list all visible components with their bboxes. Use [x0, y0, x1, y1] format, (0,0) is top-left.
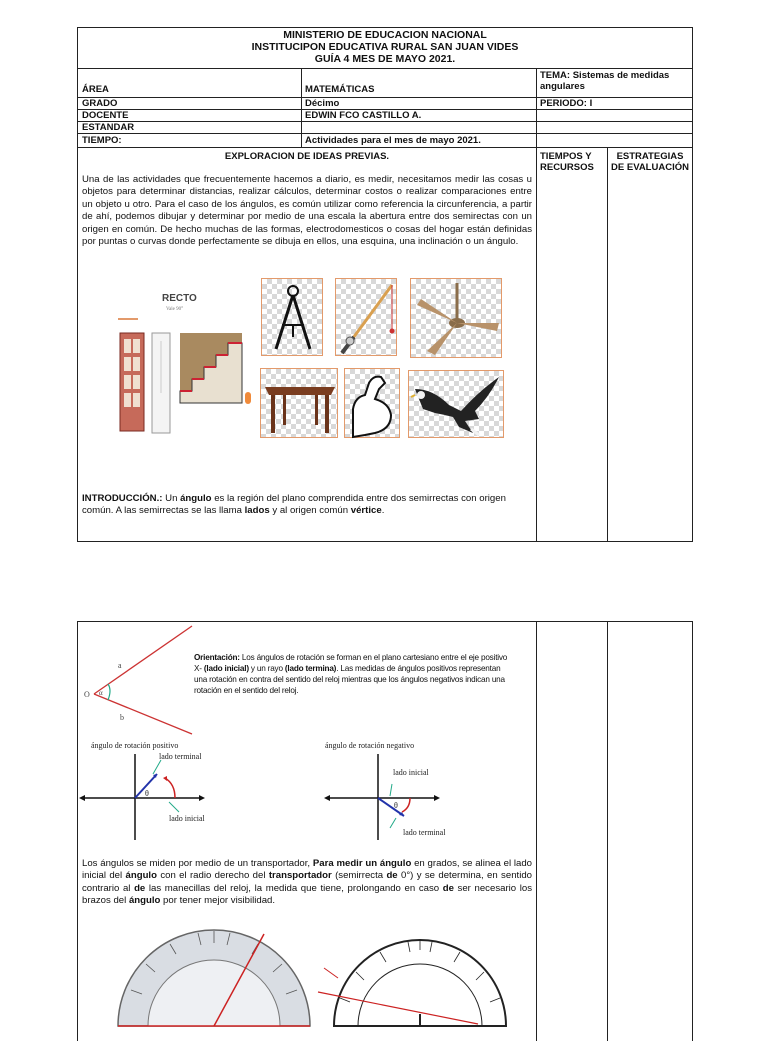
header-institution: INSTITUCIPON EDUCATIVA RURAL SAN JUAN VIDES — [251, 41, 519, 53]
intro-term-lados: lados — [244, 505, 270, 517]
measure-text: ser necesario los brazos del — [82, 882, 533, 907]
measure-text: las manecillas del reloj, la medida que tiene, prolongando en caso — [145, 882, 443, 894]
neg-lado-inicial: lado inicial — [393, 768, 429, 777]
intro-term-vertice: vértice — [350, 505, 382, 517]
measure-term: de — [442, 882, 454, 894]
measure-text: con el radio derecho del — [156, 870, 269, 882]
row-tiempo — [78, 134, 692, 148]
positive-rotation-diagram — [83, 750, 223, 842]
eagle-image — [408, 370, 504, 438]
row-area — [78, 69, 692, 98]
measure-text: por tener mejor visibilidad. — [160, 895, 276, 907]
grado-label: GRADO — [82, 98, 118, 109]
area-value: MATEMÁTICAS — [305, 84, 375, 95]
guide-page-1 — [77, 27, 693, 542]
area-label: ÁREA — [82, 84, 109, 95]
diagram-label-o: O — [84, 690, 90, 699]
row-estandar — [78, 122, 692, 134]
section-title: EXPLORACION DE IDEAS PREVIAS. — [224, 151, 390, 162]
orange-dot-icon — [245, 392, 251, 404]
theta-label: θ — [394, 801, 398, 810]
tiempo-label: TIEMPO: — [82, 135, 122, 146]
orientation-text: Los ángulos de rotación se forman en el plano cartesiano entre el eje positivo X- — [194, 653, 508, 673]
protractor-image-2 — [318, 928, 518, 1028]
orientation-term: (lado inicial) — [203, 664, 249, 673]
door-icon — [116, 313, 176, 438]
orientation-term: (lado termina) — [284, 664, 337, 673]
protractor-image-1 — [114, 928, 314, 1028]
door-label: RECTO — [162, 293, 197, 304]
document-header — [78, 28, 692, 69]
measure-term: Para medir un ángulo — [312, 858, 412, 869]
measure-term: ángulo — [128, 895, 161, 907]
docente-label: DOCENTE — [82, 110, 129, 121]
tiempo-value: Actividades para el mes de mayo 2021. — [305, 135, 481, 146]
orientation-lead: Orientación: — [194, 653, 240, 662]
orientation-paragraph — [194, 652, 512, 696]
pos-lado-terminal: lado terminal — [159, 752, 202, 761]
door-sublabel: Vale 90° — [166, 307, 184, 312]
intro-text: . — [381, 505, 385, 517]
table-image — [260, 368, 338, 438]
orientation-text: y un rayo — [248, 664, 285, 673]
pos-lado-inicial: lado inicial — [169, 814, 205, 823]
ceiling-fan-image — [410, 278, 502, 358]
measure-text: 0°) y se determina, en sentido contrario al — [82, 870, 532, 894]
theta-label: θ — [145, 789, 149, 798]
positive-rotation-title: ángulo de rotación positivo — [91, 741, 179, 750]
periodo-label: PERIODO: I — [540, 98, 593, 109]
diagram-label-a: a — [118, 661, 122, 670]
col-estrategias: ESTRATEGIAS DE EVALUACIÓN — [611, 151, 689, 173]
intro-paragraph: Una de las actividades que frecuentemente hacemos a diario, es medir, necesitamos medir las cosas u objetos para determinar distancias, realizar cálculos, determinar costos o realizar comparaciones entre un objeto u otro. Para el caso de los ángulos, es común utilizar como referencia la circunferencia, a partir de ahí, podemos dibujar y determinar por medio de una escala la abertura entre dos semirectas con un origen en común. De hecho muchas de las formas, electrodomesticos o cosas del hogar están definidas por puntas o curvas donde perfectamente se dibuja en ellos, una esquina, una inclinación o un ángulo. — [82, 174, 532, 248]
header-guide-title: GUÍA 4 MES DE MAYO 2021. — [314, 53, 456, 65]
door-stairs-image — [110, 283, 245, 443]
header-ministry: MINISTERIO DE EDUCACION NACIONAL — [283, 29, 487, 41]
col-tiempos-recursos: TIEMPOS Y RECURSOS — [540, 151, 594, 173]
intro-lead: INTRODUCCIÓN.: — [82, 493, 163, 504]
compass-image — [261, 278, 323, 356]
row-docente — [78, 110, 692, 122]
estandar-label: ESTANDAR — [82, 122, 135, 133]
content-section — [78, 148, 692, 541]
fishing-rod-image — [335, 278, 397, 356]
grado-value: Décimo — [305, 98, 340, 109]
measure-term: ángulo — [125, 870, 157, 882]
introduccion-paragraph — [82, 493, 532, 518]
measurement-paragraph — [82, 858, 532, 908]
measure-term: de — [386, 870, 398, 882]
intro-text: Un — [162, 493, 181, 504]
measure-term: de — [134, 882, 146, 894]
intro-term-angulo: ángulo — [180, 493, 212, 504]
diagram-label-b: b — [120, 713, 124, 722]
stairs-icon — [180, 333, 242, 403]
row-grado — [78, 98, 692, 110]
arm-image — [344, 368, 400, 438]
measure-text: Los ángulos se miden por medio de un transportador, — [82, 858, 313, 869]
guide-page-2 — [77, 621, 693, 1041]
intro-text: es la región del plano comprendida entre dos semirrectas con origen común. A las semirrectas se las llama — [82, 493, 506, 517]
angle-diagram — [84, 622, 194, 737]
docente-value: EDWIN FCO CASTILLO A. — [305, 110, 422, 121]
diagram-label-alpha: α — [99, 689, 103, 697]
measure-text: (semirrecta — [331, 870, 387, 882]
measure-text: en grados, se alinea el lado inicial del — [82, 858, 532, 882]
orientation-text: . Las medidas de ángulos positivos representan una rotación en contra del sentido del reloj mientras que los ángulos negativos indican una rotación en el sentido del reloj. — [194, 664, 505, 695]
measure-term: transportador — [268, 870, 332, 882]
intro-text: y al origen común — [269, 505, 351, 517]
negative-rotation-title: ángulo de rotación negativo — [325, 741, 415, 750]
neg-lado-terminal: lado terminal — [403, 828, 446, 837]
tema-label: TEMA: Sistemas de medidas angulares — [540, 70, 670, 92]
